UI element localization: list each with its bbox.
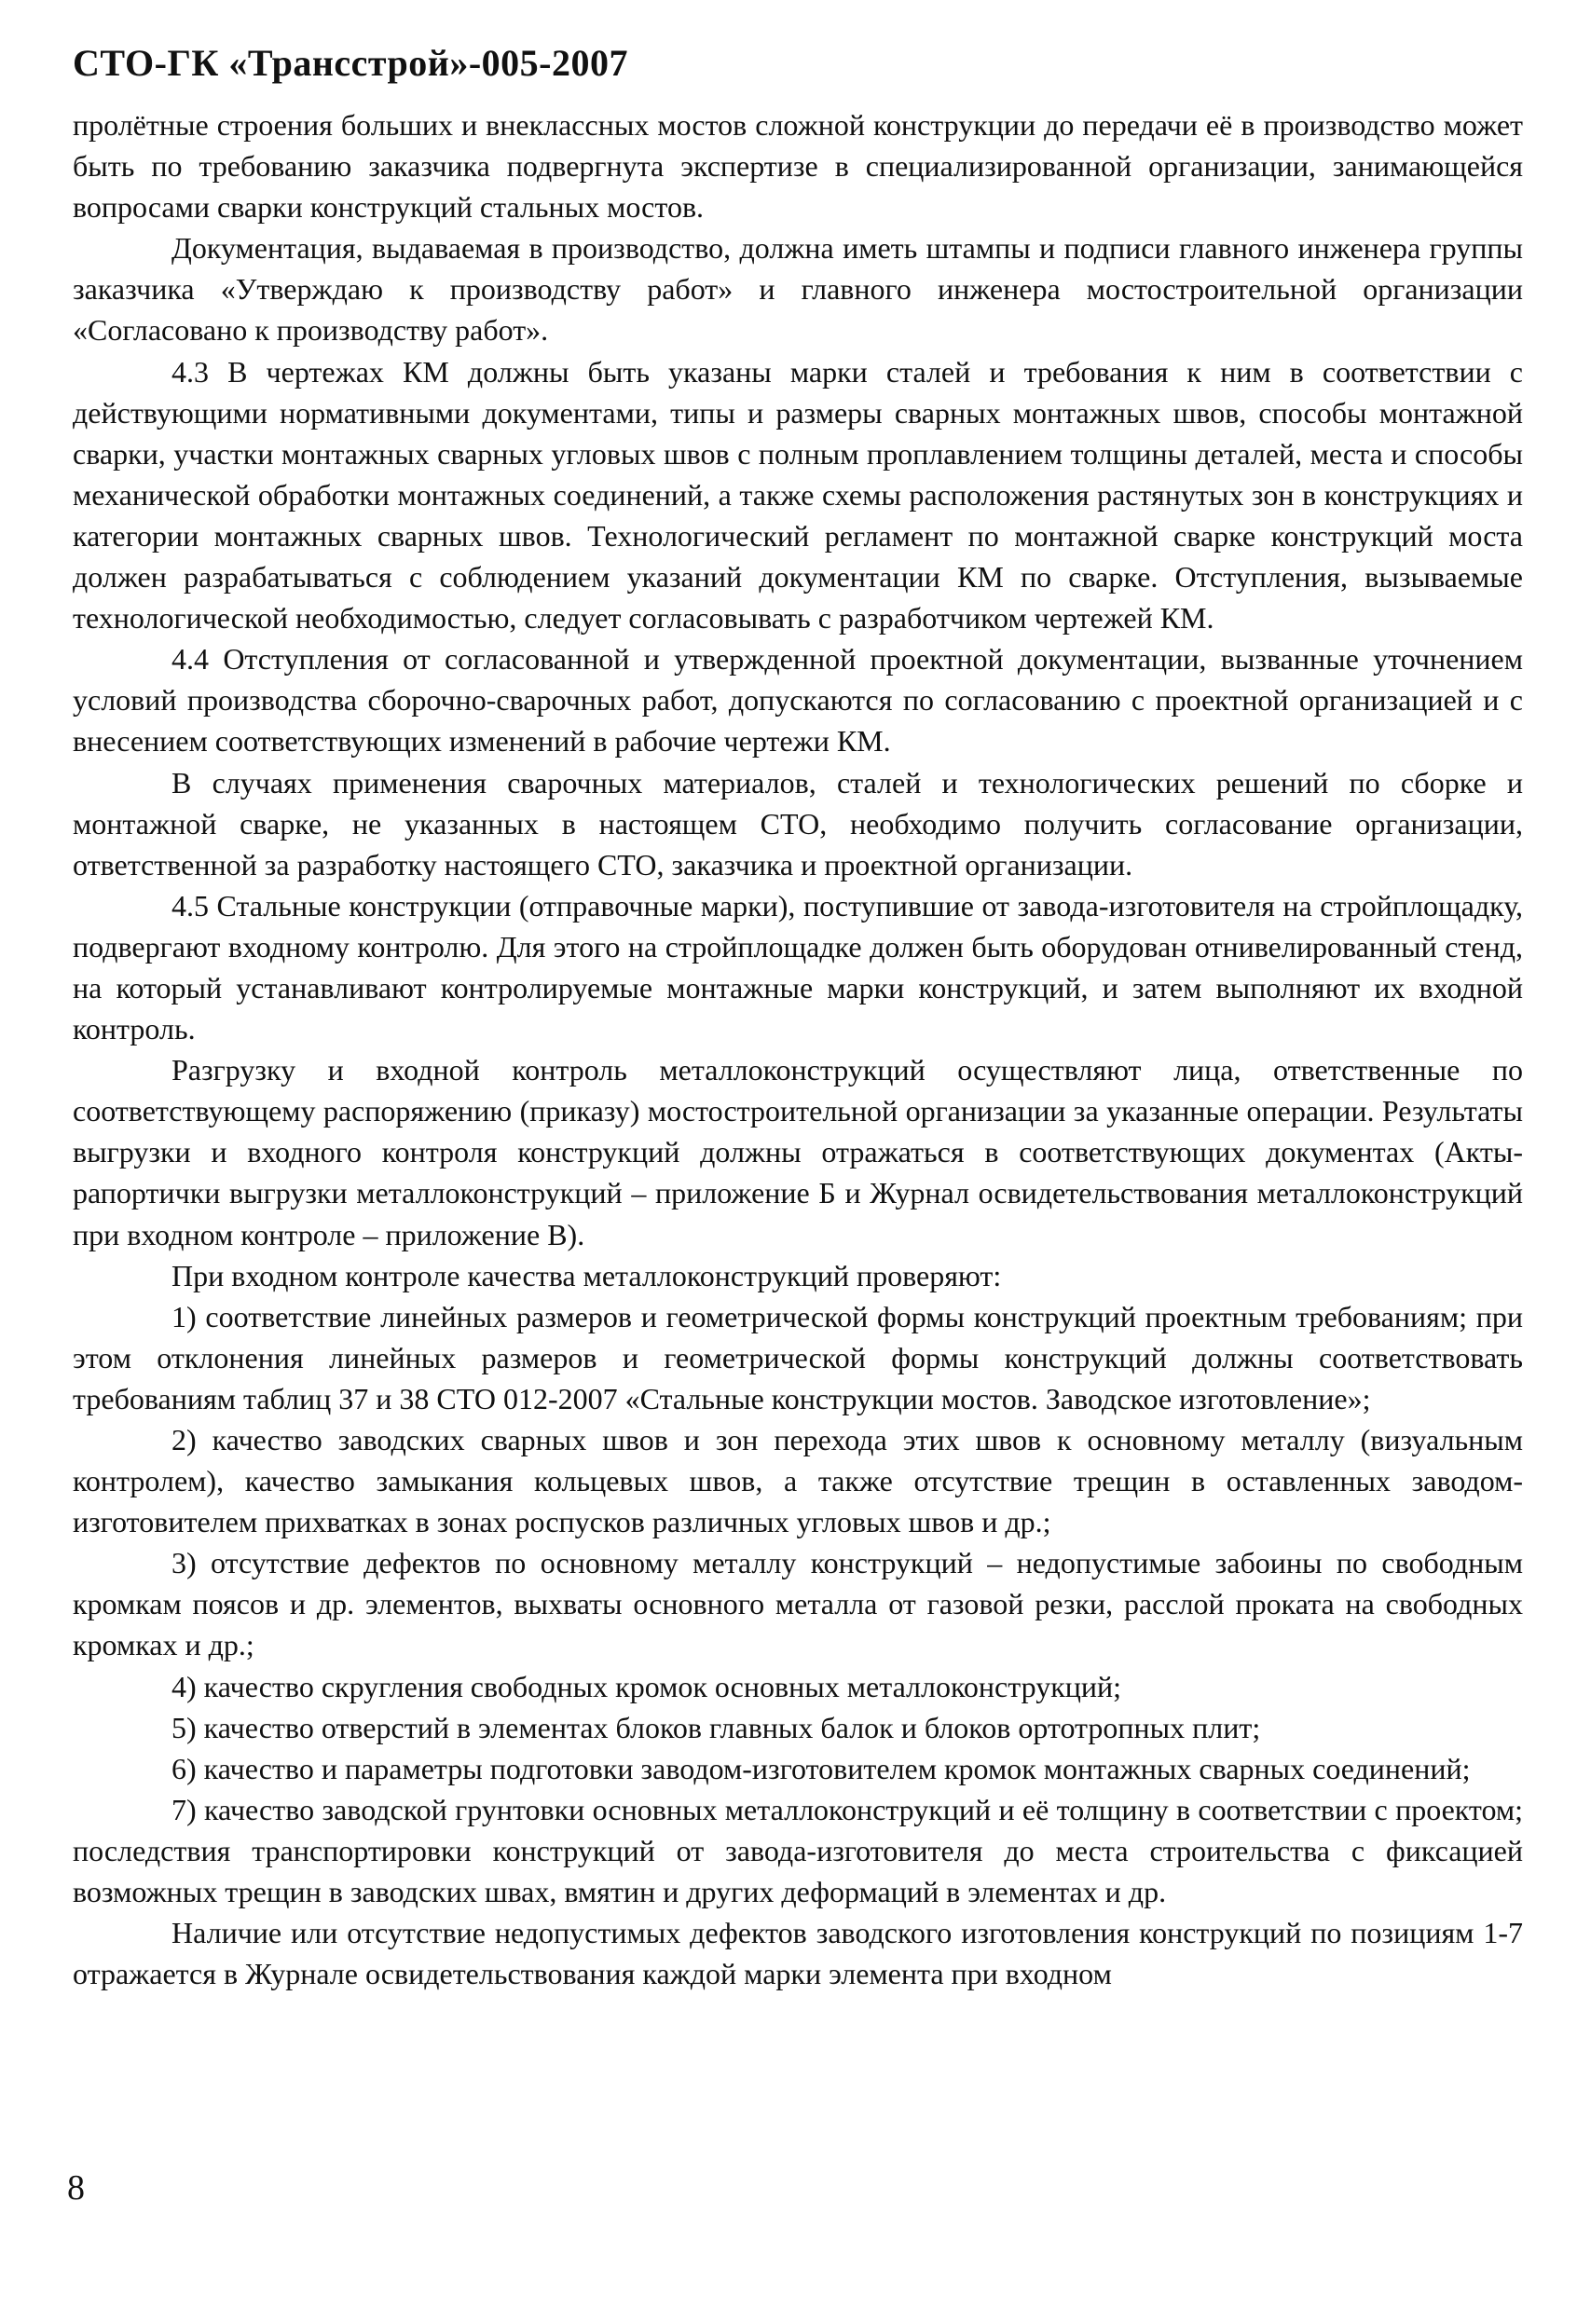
paragraph-documentation: Документация, выдаваемая в производство, должна иметь штампы и подписи главного инженера группы заказчика «Утверждаю к производству работ» и главного инженера мостостроительной организации «Согласовано к производству работ».: [73, 231, 1523, 348]
paragraph-defects-journal: Наличие или отсутствие недопустимых дефектов заводского изготовления конструкций по позициям 1-7 отражается в Журнале освидетельствования каждой марки элемента при входном: [73, 1916, 1523, 1991]
paragraph-materials-approval: В случаях применения сварочных материалов, сталей и технологических решений по сборке и монтажной сварке, не указанных в настоящем СТО, необходимо получить согласование организации, ответственной за разработку настоящего СТО, заказчика и проектной организации.: [73, 765, 1523, 882]
paragraph-4-3: 4.3 В чертежах КМ должны быть указаны марки сталей и требования к ним в соответствии с действующими нормативными документами, типы и размеры сварных монтажных швов, способы монтажной сварки, участки монтажных сварных угловых швов с полным проплавлением толщины деталей, места и способы механической обработки монтажных соединений, а также схемы расположения растянутых зон в конструкциях и категории монтажных сварных швов. Технологический регламент по монтажной сварке конструкций моста должен разрабатываться с соблюдением указаний документации КМ по сварке. Отступления, вызываемые технологической необходимостью, следует согласовывать с разработчиком чертежей КМ.: [73, 354, 1523, 636]
document-header: СТО-ГК «Трансстрой»-005-2007: [73, 42, 628, 84]
document-body: [73, 104, 1523, 1994]
paragraph-unloading-control: Разгрузку и входной контроль металлоконструкций осуществляют лица, ответственные по соответствующему распоряжению (приказу) мостостроительной организации за указанные операции. Результаты выгрузки и входного контроля конструкций должны отражаться в соответствующих документах (Акты-рапортички выгрузки металлоконструкций – приложение Б и Журнал освидетельствования металлоконструкций при входном контроле – приложение В).: [73, 1053, 1523, 1251]
paragraph-4-5: 4.5 Стальные конструкции (отправочные марки), поступившие от завода-изготовителя на стройплощадку, подвергают входному контролю. Для этого на стройплощадке должен быть оборудован отнивелированный стенд, на который устанавливают контролируемые монтажные марки конструкций, и затем выполняют их входной контроль.: [73, 888, 1523, 1046]
paragraph-continuation: пролётные строения больших и внеклассных мостов сложной конструкции до передачи её в производство может быть по требованию заказчика подвергнута экспертизе в специализированной организации, занимающейся вопросами сварки конструкций стальных мостов.: [73, 108, 1523, 225]
list-item-1: 1) соответствие линейных размеров и геометрической формы конструкций проектным требованиям; при этом отклонения линейных размеров и геометрической формы конструкций должны соответствовать требованиям таблиц 37 и 38 СТО 012-2007 «Стальные конструкции мостов. Заводское изготовление»;: [73, 1299, 1523, 1415]
list-item-3: 3) отсутствие дефектов по основному металлу конструкций – недопустимые забоины по свободным кромкам поясов и др. элементов, выхваты основного металла от газовой резки, расслой проката на свободных кромках и др.;: [73, 1546, 1523, 1662]
list-item-5: 5) качество отверстий в элементах блоков главных балок и блоков ортотропных плит;: [171, 1710, 1261, 1744]
list-item-6: 6) качество и параметры подготовки заводом-изготовителем кромок монтажных сварных соединений;: [171, 1751, 1471, 1785]
list-item-2: 2) качество заводских сварных швов и зон перехода этих швов к основному металлу (визуальным контролем), качество замыкания кольцевых швов, а также отсутствие трещин в оставленных заводом-изготовителем прихватках в зонах роспусков различных угловых швов и др.;: [73, 1423, 1523, 1539]
paragraph-4-4: 4.4 Отступления от согласованной и утвержденной проектной документации, вызванные уточнением условий производства сборочно-сварочных работ, допускаются по согласованию с проектной организацией и с внесением соответствующих изменений в рабочие чертежи КМ.: [73, 642, 1523, 759]
list-item-7: 7) качество заводской грунтовки основных металлоконструкций и её толщину в соответствии с проектом; последствия транспортировки конструкций от завода-изготовителя до места строительства с фиксацией возможных трещин в заводских швах, вмятин и других деформаций в элементах и др.: [73, 1792, 1523, 1909]
page-number: 8: [67, 2168, 85, 2208]
paragraph-inspection-intro: При входном контроле качества металлоконструкций проверяют:: [171, 1258, 1002, 1292]
list-item-4: 4) качество скругления свободных кромок основных металлоконструкций;: [171, 1669, 1121, 1703]
